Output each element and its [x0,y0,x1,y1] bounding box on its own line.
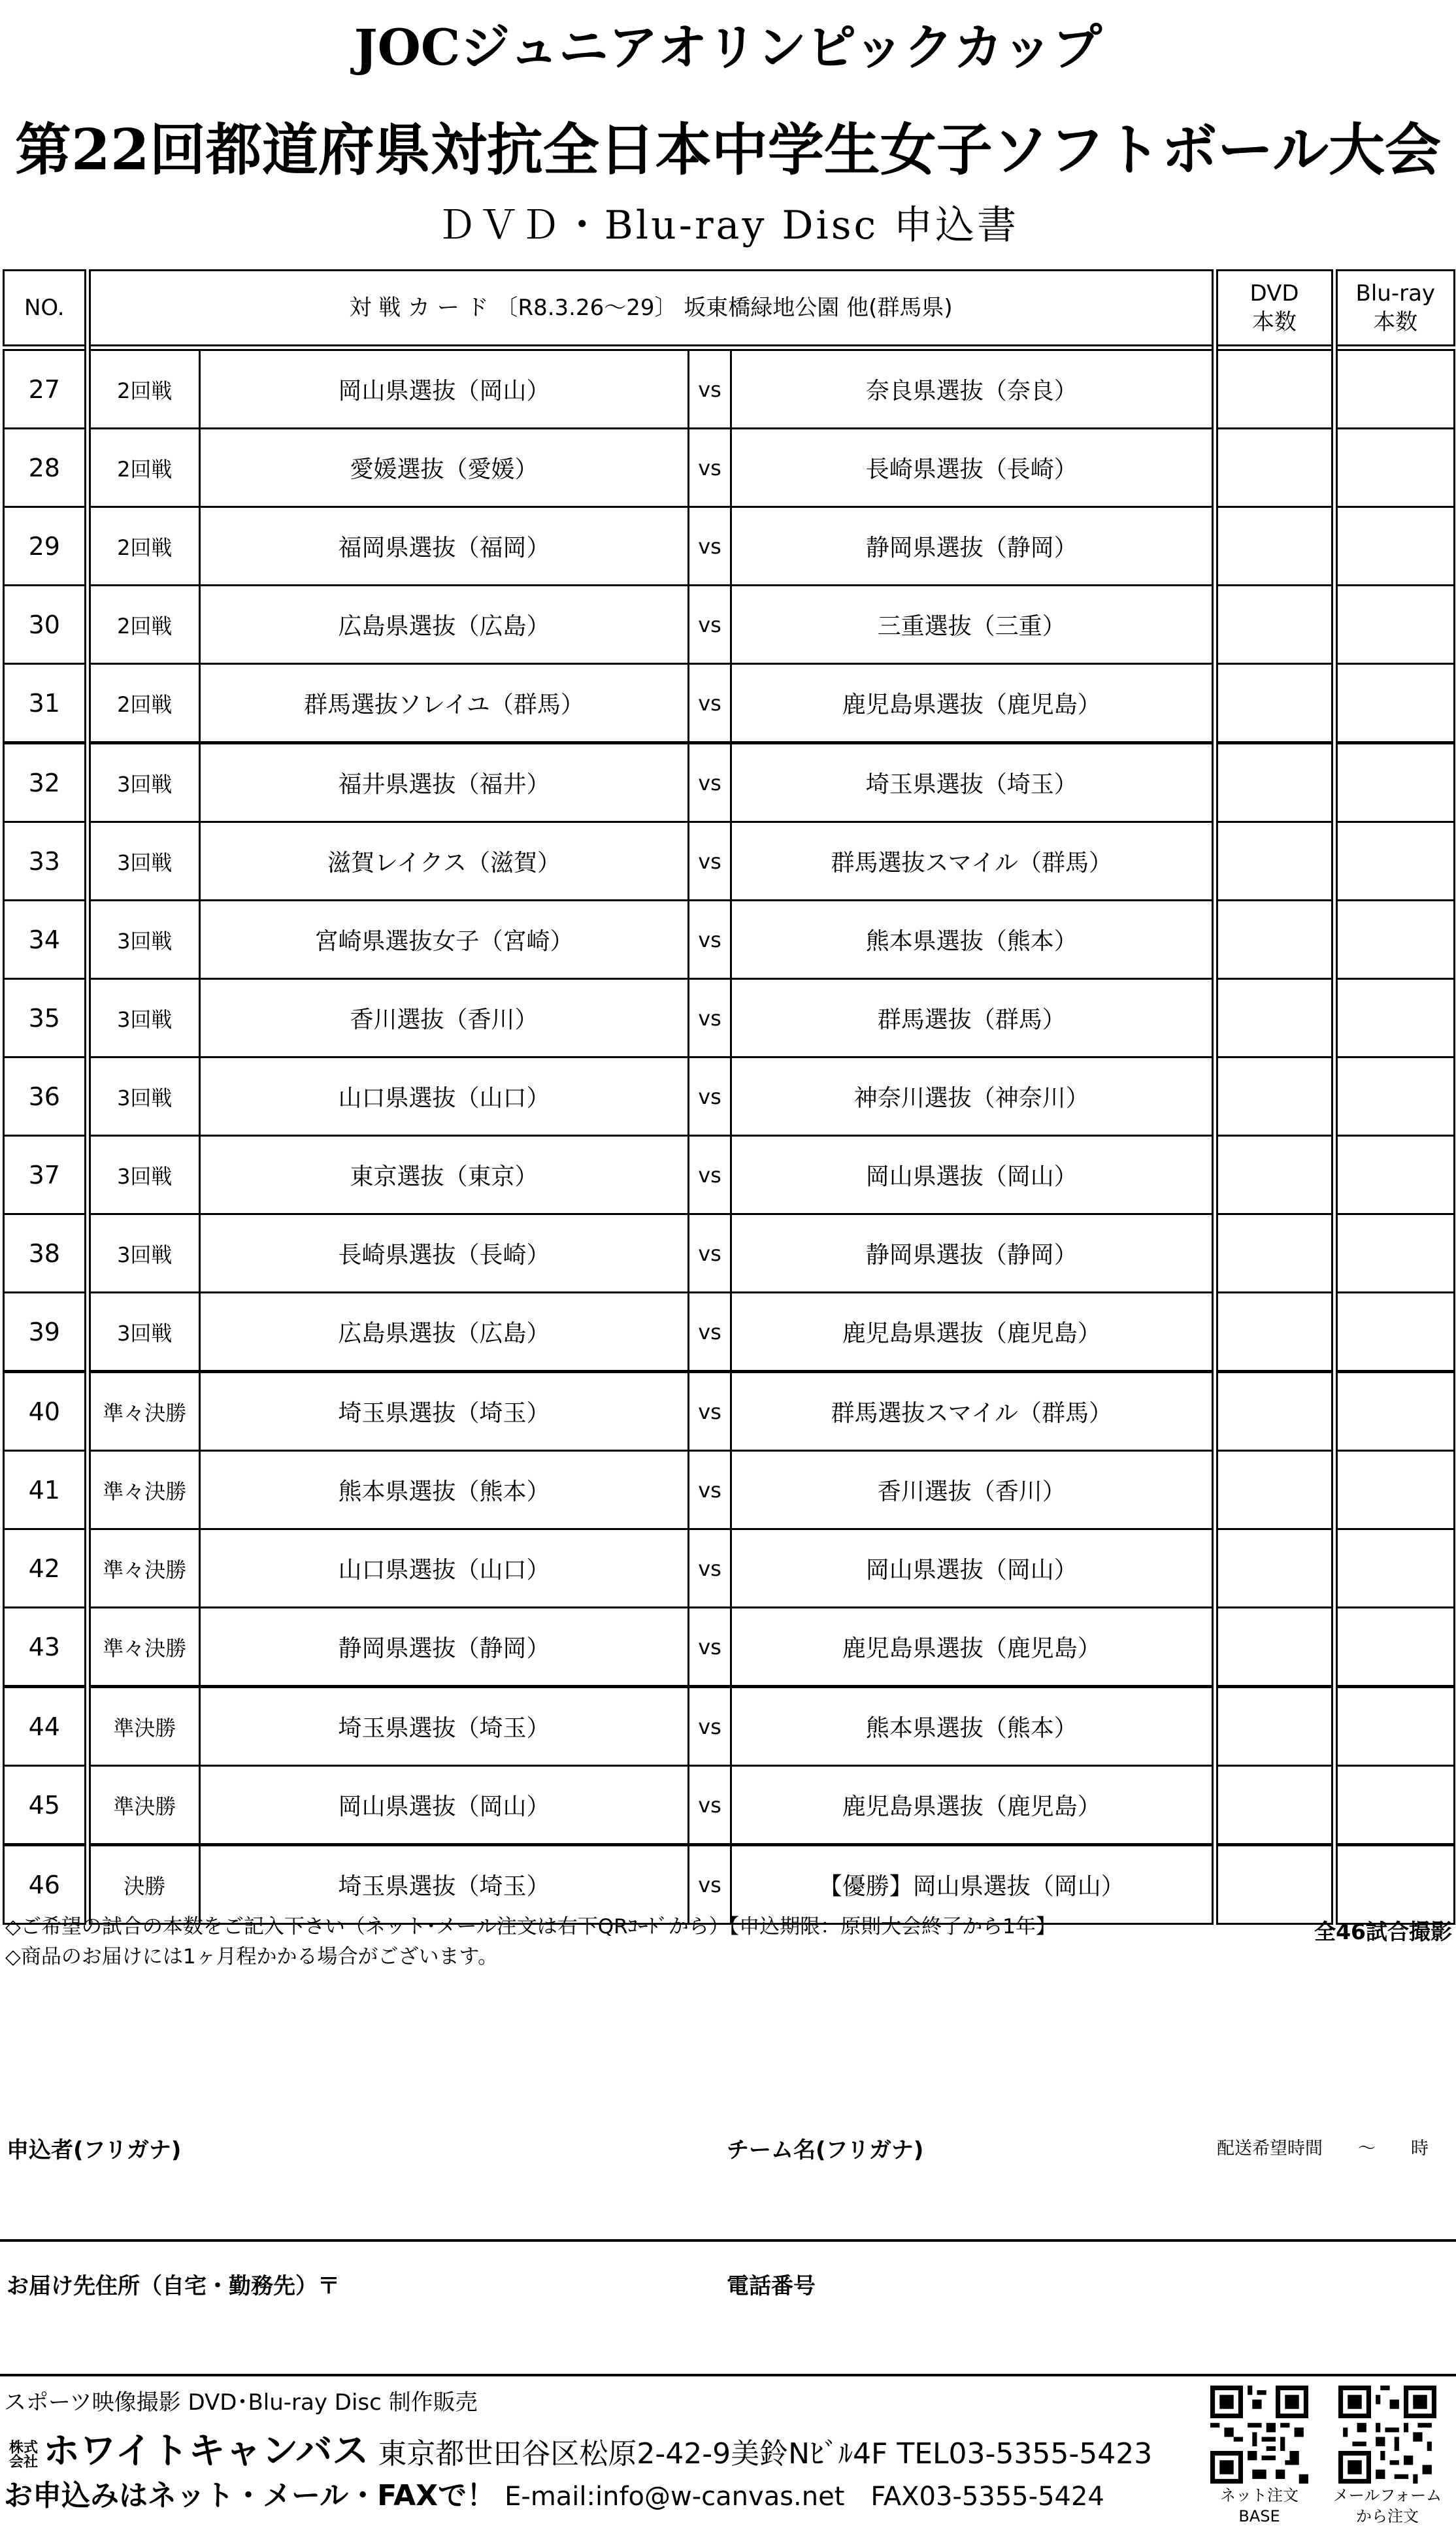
bluray-quantity-cell[interactable] [1334,1529,1455,1608]
vs-label: vs [689,1372,731,1451]
footer-company-name: ホワイトキャンバス [43,2430,369,2472]
bluray-quantity-cell[interactable] [1334,348,1455,429]
dvd-quantity-cell[interactable] [1215,348,1334,429]
order-table [3,269,1455,1925]
dvd-quantity-cell[interactable] [1215,1529,1334,1608]
bluray-quantity-cell[interactable] [1334,1293,1455,1372]
bluray-quantity-cell[interactable] [1334,1136,1455,1214]
vs-label: vs [689,1687,731,1766]
match-round: 2回戦 [88,348,200,429]
home-team: 長崎県選抜（長崎） [200,1214,689,1293]
header-card-label: 対 戦 カ ー ド [349,295,489,321]
match-number: 35 [4,979,88,1057]
dvd-quantity-cell[interactable] [1215,901,1334,979]
team-name-label: チーム名(フリガナ) [727,2137,924,2163]
match-round: 準々決勝 [88,1529,200,1608]
form-divider-1 [0,2239,1456,2242]
match-round: 3回戦 [88,743,200,822]
header-bluray [1334,271,1455,348]
match-round: 3回戦 [88,1057,200,1136]
away-team: 鹿児島県選抜（鹿児島） [731,1608,1215,1687]
dvd-quantity-cell[interactable] [1215,429,1334,507]
bluray-quantity-cell[interactable] [1334,1845,1455,1924]
bluray-quantity-cell[interactable] [1334,979,1455,1057]
qr-code-mail-form[interactable] [1338,2386,1436,2484]
away-team: 熊本県選抜（熊本） [731,1687,1215,1766]
home-team: 埼玉県選抜（埼玉） [200,1687,689,1766]
away-team: 熊本県選抜（熊本） [731,901,1215,979]
match-round: 決勝 [88,1845,200,1924]
match-round: 3回戦 [88,1214,200,1293]
bluray-quantity-cell[interactable] [1334,1608,1455,1687]
table-row [4,901,1455,979]
away-team: 三重選抜（三重） [731,586,1215,664]
home-team: 広島県選抜（広島） [200,1293,689,1372]
away-team: 静岡県選抜（静岡） [731,1214,1215,1293]
bluray-quantity-cell[interactable] [1334,822,1455,901]
home-team: 埼玉県選抜（埼玉） [200,1845,689,1924]
table-row [4,429,1455,507]
header-card-venue: 坂東橋緑地公園 他(群馬県) [684,295,953,321]
form-divider-2 [0,2374,1456,2376]
bluray-quantity-cell[interactable] [1334,664,1455,743]
dvd-quantity-cell[interactable] [1215,1214,1334,1293]
away-team: 【優勝】岡山県選抜（岡山） [731,1845,1215,1924]
vs-label: vs [689,901,731,979]
bluray-quantity-cell[interactable] [1334,901,1455,979]
match-number: 38 [4,1214,88,1293]
table-row [4,1136,1455,1214]
home-team: 東京選抜（東京） [200,1136,689,1214]
footer-email-fax: E-mail:info@w-canvas.net FAX03-5355-5424 [505,2482,1104,2512]
phone-label: 電話番号 [727,2273,816,2299]
home-team: 福井県選抜（福井） [200,743,689,822]
table-row [4,1529,1455,1608]
title-cup-name: JOCジュニアオリンピックカップ [354,18,1102,76]
away-team: 群馬選抜（群馬） [731,979,1215,1057]
footer-address: 東京都世田谷区松原2-42-9美鈴Nﾋﾞﾙ4F TEL03-5355-5423 [378,2437,1153,2471]
match-number: 42 [4,1529,88,1608]
note-line-1: ◇ご希望の試合の本数をご記入下さい（ネット･メール注文は右下QRｺｰﾄﾞから）【申込期限：原則大会終了から1年】 [5,1915,1056,1939]
away-team: 群馬選抜スマイル（群馬） [731,822,1215,901]
footer-order-text: お申込みはネット・メール・FAXで！ [4,2479,496,2512]
away-team: 鹿児島県選抜（鹿児島） [731,1766,1215,1845]
table-row [4,743,1455,822]
table-header-row [4,271,1455,348]
qr-mail-form-label-2: から注文 [1356,2507,1419,2525]
match-number: 36 [4,1057,88,1136]
table-row [4,507,1455,586]
match-number: 46 [4,1845,88,1924]
vs-label: vs [689,1451,731,1529]
header-bluray-line1: Blu-ray [1355,280,1436,307]
applicant-label: 申込者(フリガナ) [7,2137,182,2163]
dvd-quantity-cell[interactable] [1215,1687,1334,1766]
vs-label: vs [689,348,731,429]
match-round: 3回戦 [88,822,200,901]
away-team: 岡山県選抜（岡山） [731,1529,1215,1608]
kabu-2: 会社 [8,2454,38,2471]
qr-net-order-label-2: BASE [1238,2507,1280,2525]
match-round: 3回戦 [88,1293,200,1372]
home-team: 岡山県選抜（岡山） [200,1766,689,1845]
bluray-quantity-cell[interactable] [1334,1451,1455,1529]
vs-label: vs [689,822,731,901]
dvd-quantity-cell[interactable] [1215,1136,1334,1214]
match-number: 40 [4,1372,88,1451]
qr-net-order-label-1: ネット注文 [1220,2486,1299,2505]
dvd-quantity-cell[interactable] [1215,586,1334,664]
footer-kabushiki-kaisha [4,2441,43,2470]
bluray-quantity-cell[interactable] [1334,1214,1455,1293]
match-round: 準々決勝 [88,1608,200,1687]
dvd-quantity-cell[interactable] [1215,1766,1334,1845]
match-number: 27 [4,348,88,429]
footer-company-line [4,2422,1152,2474]
qr-mail-form-label [1322,2485,1453,2527]
match-round: 準決勝 [88,1766,200,1845]
away-team: 静岡県選抜（静岡） [731,507,1215,586]
away-team: 岡山県選抜（岡山） [731,1136,1215,1214]
home-team: 静岡県選抜（静岡） [200,1608,689,1687]
bluray-quantity-cell[interactable] [1334,1372,1455,1451]
header-card-dates: 〔R8.3.26～29〕 [495,295,677,321]
bluray-quantity-cell[interactable] [1334,507,1455,586]
match-number: 39 [4,1293,88,1372]
match-round: 2回戦 [88,507,200,586]
home-team: 宮崎県選抜女子（宮崎） [200,901,689,979]
home-team: 埼玉県選抜（埼玉） [200,1372,689,1451]
header-card [88,271,1215,348]
match-round: 2回戦 [88,429,200,507]
dvd-quantity-cell[interactable] [1215,1845,1334,1924]
match-number: 33 [4,822,88,901]
dvd-quantity-cell[interactable] [1215,507,1334,586]
table-row [4,1293,1455,1372]
vs-label: vs [689,1057,731,1136]
match-round: 準々決勝 [88,1372,200,1451]
match-round: 2回戦 [88,586,200,664]
total-matches: 全46試合撮影 [1314,1919,1452,1944]
match-round: 3回戦 [88,979,200,1057]
match-number: 37 [4,1136,88,1214]
vs-label: vs [689,1845,731,1924]
table-row [4,822,1455,901]
match-number: 34 [4,901,88,979]
dvd-quantity-cell[interactable] [1215,664,1334,743]
dvd-quantity-cell[interactable] [1215,1608,1334,1687]
home-team: 山口県選抜（山口） [200,1529,689,1608]
match-number: 32 [4,743,88,822]
table-row [4,664,1455,743]
vs-label: vs [689,664,731,743]
address-label: お届け先住所（自宅・勤務先）〒 [7,2273,340,2299]
delivery-time-label: 配送希望時間 ～ 時 [1217,2139,1429,2159]
vs-label: vs [689,1529,731,1608]
home-team: 山口県選抜（山口） [200,1057,689,1136]
match-round: 準々決勝 [88,1451,200,1529]
match-number: 43 [4,1608,88,1687]
footer-service: スポーツ映像撮影 DVD･Blu-ray Disc 制作販売 [4,2389,478,2416]
table-body [4,348,1455,1924]
away-team: 埼玉県選抜（埼玉） [731,743,1215,822]
vs-label: vs [689,1608,731,1687]
bluray-quantity-cell[interactable] [1334,1687,1455,1766]
dvd-quantity-cell[interactable] [1215,1057,1334,1136]
qr-code-net-order[interactable] [1210,2386,1308,2484]
header-bluray-line2: 本数 [1373,309,1418,335]
home-team: 群馬選抜ソレイユ（群馬） [200,664,689,743]
home-team: 滋賀レイクス（滋賀） [200,822,689,901]
home-team: 香川選抜（香川） [200,979,689,1057]
header-dvd-line2: 本数 [1252,309,1297,335]
table-row [4,1214,1455,1293]
dvd-quantity-cell[interactable] [1215,1451,1334,1529]
home-team: 福岡県選抜（福岡） [200,507,689,586]
bluray-quantity-cell[interactable] [1334,586,1455,664]
footer-order-line [4,2472,1104,2514]
away-team: 群馬選抜スマイル（群馬） [731,1372,1215,1451]
dvd-quantity-cell[interactable] [1215,1293,1334,1372]
home-team: 岡山県選抜（岡山） [200,348,689,429]
vs-label: vs [689,743,731,822]
qr-mail-form-label-1: メールフォーム [1332,2486,1442,2505]
away-team: 長崎県選抜（長崎） [731,429,1215,507]
table-row [4,979,1455,1057]
vs-label: vs [689,507,731,586]
match-round: 2回戦 [88,664,200,743]
vs-label: vs [689,586,731,664]
note-line-2: ◇商品のお届けには1ヶ月程かかる場合がございます。 [5,1945,499,1969]
header-dvd [1215,271,1334,348]
vs-label: vs [689,429,731,507]
vs-label: vs [689,1136,731,1214]
table-row [4,1451,1455,1529]
away-team: 鹿児島県選抜（鹿児島） [731,1293,1215,1372]
dvd-quantity-cell[interactable] [1215,822,1334,901]
match-round: 3回戦 [88,1136,200,1214]
match-round: 3回戦 [88,901,200,979]
table-row [4,348,1455,429]
vs-label: vs [689,1293,731,1372]
away-team: 香川選抜（香川） [731,1451,1215,1529]
match-number: 30 [4,586,88,664]
table-row [4,1057,1455,1136]
bluray-quantity-cell[interactable] [1334,743,1455,822]
dvd-quantity-cell[interactable] [1215,1372,1334,1451]
match-number: 45 [4,1766,88,1845]
away-team: 鹿児島県選抜（鹿児島） [731,664,1215,743]
match-number: 28 [4,429,88,507]
title-form-name: ＤＶＤ・Blu-ray Disc 申込書 [437,203,1019,248]
title-tournament-name: 第22回都道府県対抗全日本中学生女子ソフトボール大会 [15,117,1441,183]
table-row [4,1687,1455,1766]
home-team: 広島県選抜（広島） [200,586,689,664]
notes [5,1912,1056,1972]
vs-label: vs [689,1214,731,1293]
dvd-quantity-cell[interactable] [1215,979,1334,1057]
home-team: 愛媛選抜（愛媛） [200,429,689,507]
away-team: 奈良県選抜（奈良） [731,348,1215,429]
table-row [4,1766,1455,1845]
bluray-quantity-cell[interactable] [1334,1766,1455,1845]
bluray-quantity-cell[interactable] [1334,1057,1455,1136]
header-no: NO. [4,271,88,348]
match-round: 準決勝 [88,1687,200,1766]
match-number: 44 [4,1687,88,1766]
table-row [4,586,1455,664]
table-row [4,1372,1455,1451]
vs-label: vs [689,979,731,1057]
dvd-quantity-cell[interactable] [1215,743,1334,822]
home-team: 熊本県選抜（熊本） [200,1451,689,1529]
match-number: 29 [4,507,88,586]
qr-net-order-label [1194,2485,1325,2527]
match-number: 31 [4,664,88,743]
vs-label: vs [689,1766,731,1845]
kabu-1: 株式 [8,2440,38,2456]
bluray-quantity-cell[interactable] [1334,429,1455,507]
table-row [4,1608,1455,1687]
header-dvd-line1: DVD [1249,280,1299,307]
away-team: 神奈川選抜（神奈川） [731,1057,1215,1136]
match-number: 41 [4,1451,88,1529]
